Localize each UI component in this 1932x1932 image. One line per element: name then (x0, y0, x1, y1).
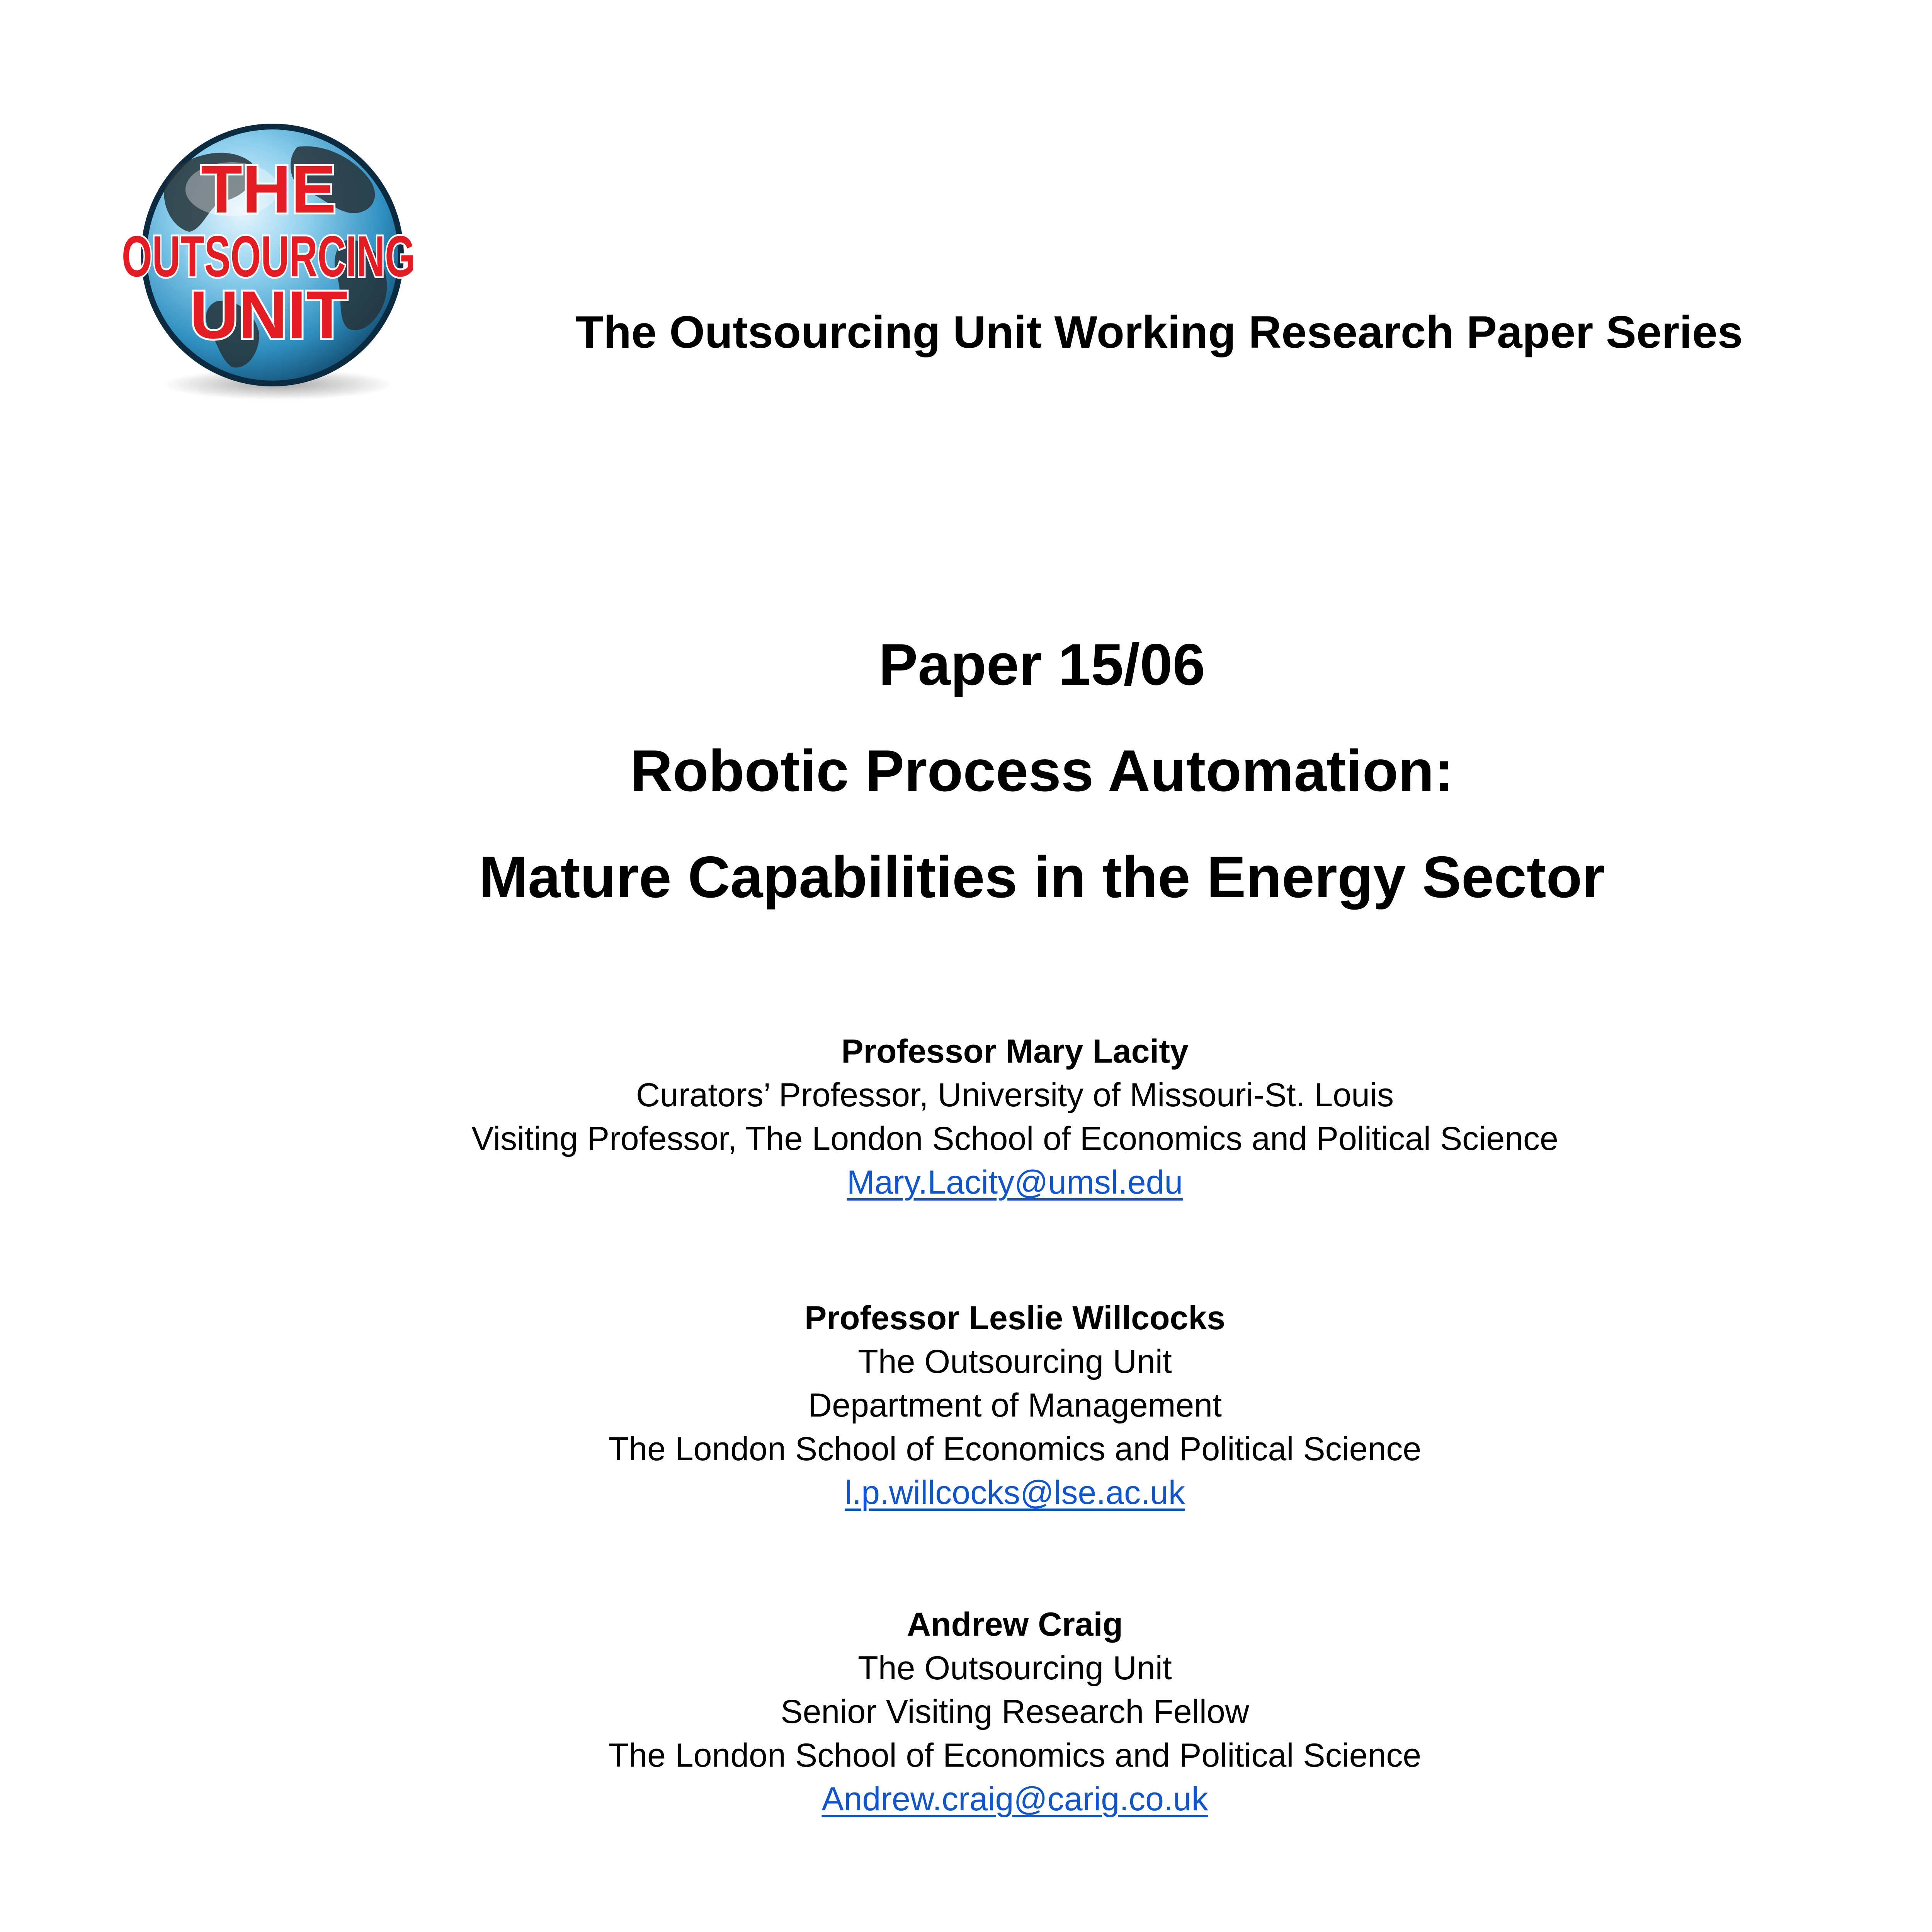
author-email-link[interactable]: Andrew.craig@carig.co.uk (821, 1781, 1208, 1818)
author-affiliation: Curators’ Professor, University of Missouri-St. Louis (636, 1077, 1394, 1114)
author-block-craig (0, 1603, 1932, 1821)
logo-text-the: THE (201, 152, 336, 227)
author-affiliation: The London School of Economics and Political Science (608, 1737, 1422, 1774)
author-email-link[interactable]: l.p.willcocks@lse.ac.uk (845, 1474, 1185, 1511)
globe-logo-icon (116, 100, 425, 410)
paper-number: Paper 15/06 (878, 632, 1206, 697)
author-affiliation: The Outsourcing Unit (858, 1343, 1172, 1380)
paper-title-line-2: Mature Capabilities in the Energy Sector (479, 844, 1605, 910)
author-block-willcocks (0, 1296, 1932, 1515)
author-block-lacity (0, 1030, 1932, 1204)
author-name: Andrew Craig (906, 1606, 1123, 1643)
paper-title-line-1: Robotic Process Automation: (630, 738, 1454, 804)
logo-text-outsourcing: OUTSOURCING (122, 224, 415, 289)
author-affiliation: The Outsourcing Unit (858, 1650, 1172, 1687)
series-title: The Outsourcing Unit Working Research Paper Series (575, 307, 1743, 358)
outsourcing-unit-logo (116, 100, 425, 410)
author-name: Professor Mary Lacity (841, 1033, 1189, 1070)
author-email-link[interactable]: Mary.Lacity@umsl.edu (847, 1164, 1183, 1201)
author-affiliation: Department of Management (808, 1387, 1222, 1424)
author-affiliation: The London School of Economics and Political Science (608, 1430, 1422, 1468)
author-affiliation: Senior Visiting Research Fellow (781, 1693, 1249, 1730)
author-name: Professor Leslie Willcocks (804, 1299, 1226, 1337)
author-affiliation: Visiting Professor, The London School of Economics and Political Science (471, 1120, 1558, 1157)
logo-text-unit: UNIT (189, 277, 348, 353)
